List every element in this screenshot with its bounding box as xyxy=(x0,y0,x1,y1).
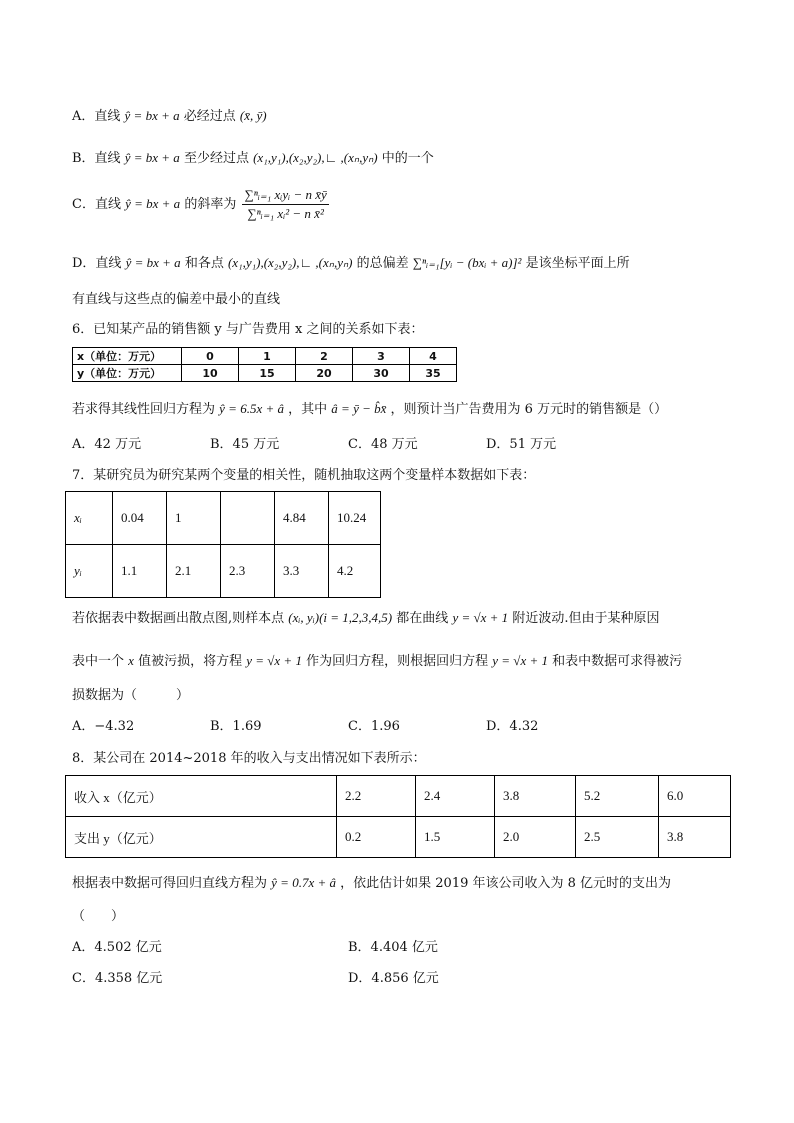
q6-text2: ，其中 xyxy=(288,402,328,417)
q8-paragraph xyxy=(72,873,671,894)
q6-y-0: 10 xyxy=(182,365,239,382)
q7-paragraph-line2 xyxy=(72,651,682,672)
q8-x-4: 6.0 xyxy=(659,776,731,817)
q5-option-b-expr: ŷ = bx + a xyxy=(124,150,180,165)
q5-option-c-fraction xyxy=(242,186,328,223)
q7-option-b: B．1.69 xyxy=(210,719,262,734)
q7-para1e: 附近波动.但由于某种原因 xyxy=(512,611,660,626)
q7-para2e: 作为回归方程，则根据回归方程 xyxy=(306,654,489,669)
q7-row-x-label: xᵢ xyxy=(66,492,113,545)
q6-paragraph xyxy=(72,399,667,420)
q5-option-a-expr: ŷ = bx + a xyxy=(124,108,180,123)
q5-option-b-mid: 至少经过点 xyxy=(183,151,249,166)
table-row xyxy=(66,817,731,858)
q7-para2g: 和表中数据可求得被污 xyxy=(552,654,683,669)
q7-para1b: (xᵢ, yᵢ)(i = 1,2,3,4,5) xyxy=(288,610,393,625)
q6-x-4: 4 xyxy=(410,348,457,365)
q5-option-b-label: B．直线 xyxy=(72,151,121,166)
q7-option-d: D．4.32 xyxy=(486,719,539,734)
q6-x-3: 3 xyxy=(353,348,410,365)
q8-y-3: 2.5 xyxy=(576,817,659,858)
q8-y-1: 1.5 xyxy=(416,817,495,858)
q7-paragraph-line1 xyxy=(72,608,659,629)
q6-x-1: 1 xyxy=(239,348,296,365)
q6-option-d: D．51 万元 xyxy=(486,437,557,452)
q7-y-2: 2.3 xyxy=(221,545,275,598)
q5-option-d xyxy=(72,253,630,274)
q8-row-x-label: 收入 x（亿元） xyxy=(66,776,337,817)
q6-eq2: â = ȳ − b̂x̄ xyxy=(331,401,387,416)
q8-option-c: C．4.358 亿元 xyxy=(72,971,163,986)
q5-option-c-numerator: ∑ⁿᵢ₌₁ xᵢyᵢ − n x̄ȳ xyxy=(242,186,328,205)
q5-option-a-point: (x̄, ȳ) xyxy=(239,108,267,123)
q7-x-4: 10.24 xyxy=(329,492,381,545)
q5-option-c-label: C．直线 xyxy=(72,197,121,212)
q7-y-3: 3.3 xyxy=(275,545,329,598)
q8-x-3: 5.2 xyxy=(576,776,659,817)
q8-x-2: 3.8 xyxy=(495,776,576,817)
q6-option-b: B．45 万元 xyxy=(210,437,280,452)
q6-y-3: 30 xyxy=(353,365,410,382)
q7-para2d: y = √x + 1 xyxy=(246,653,302,668)
q5-option-c-denominator: ∑ⁿᵢ₌₁ xᵢ² − n x̄² xyxy=(247,206,324,221)
q7-x-3: 4.84 xyxy=(275,492,329,545)
q8-y-0: 0.2 xyxy=(337,817,416,858)
q5-option-d-line2: 有直线与这些点的偏差中最小的直线 xyxy=(72,292,281,307)
q5-option-c-expr: ŷ = bx + a xyxy=(125,196,181,211)
q5-option-d-sum: ∑ⁿᵢ₌₁[yᵢ − (bxᵢ + a)]² xyxy=(412,255,522,270)
q5-option-b-points: (x₁,y₁),(x₂,y₂),∟ ,(xₙ,yₙ) xyxy=(253,150,378,165)
table-row xyxy=(73,365,457,382)
q8-option-b: B．4.404 亿元 xyxy=(348,940,438,955)
q5-option-d-mid2: 的总偏差 xyxy=(356,256,409,271)
q5-option-c xyxy=(72,186,331,223)
q7-x-0: 0.04 xyxy=(113,492,167,545)
q8-y-4: 3.8 xyxy=(659,817,731,858)
q8-paren: （ ） xyxy=(72,909,125,924)
table-row xyxy=(73,348,457,365)
q5-option-d-end: 是该坐标平面上所 xyxy=(525,256,630,271)
q6-row-y-label: y（单位：万元） xyxy=(73,365,182,382)
q7-table xyxy=(65,491,381,598)
q6-option-a: A．42 万元 xyxy=(72,437,142,452)
q7-option-c: C．1.96 xyxy=(348,719,400,734)
q7-x-1: 1 xyxy=(167,492,221,545)
q7-y-1: 2.1 xyxy=(167,545,221,598)
q5-option-a-mid: 必经过点 xyxy=(183,109,236,124)
q5-option-c-mid: 的斜率为 xyxy=(184,197,237,212)
q8-option-a: A．4.502 亿元 xyxy=(72,940,162,955)
table-row xyxy=(66,776,731,817)
q8-stem: 8．某公司在 2014~2018 年的收入与支出情况如下表所示： xyxy=(72,751,426,766)
q7-x-2 xyxy=(221,492,275,545)
q6-table xyxy=(72,347,457,382)
q7-y-0: 1.1 xyxy=(113,545,167,598)
q8-text1: 根据表中数据可得回归直线方程为 xyxy=(72,876,268,891)
q6-stem: 6．已知某产品的销售额 y 与广告费用 x 之间的关系如下表： xyxy=(72,322,424,337)
q8-y-2: 2.0 xyxy=(495,817,576,858)
q7-para1a: 若依据表中数据画出散点图,则样本点 xyxy=(72,611,285,626)
q6-y-1: 15 xyxy=(239,365,296,382)
q6-text3: ，则预计当广告费用为 6 万元时的销售额是（） xyxy=(390,402,668,417)
q6-x-0: 0 xyxy=(182,348,239,365)
q7-para1c: 都在曲线 xyxy=(396,611,449,626)
q5-option-b-end: 中的一个 xyxy=(381,151,434,166)
q7-para1d: y = √x + 1 xyxy=(452,610,509,625)
q8-table xyxy=(65,775,731,858)
q5-option-a xyxy=(72,106,267,127)
q6-text1: 若求得其线性回归方程为 xyxy=(72,402,216,417)
q6-y-4: 35 xyxy=(410,365,457,382)
q6-eq1: ŷ = 6.5x + â xyxy=(219,401,284,416)
q7-para2b: x xyxy=(128,653,134,668)
q7-para2f: y = √x + 1 xyxy=(492,653,548,668)
table-row xyxy=(66,492,381,545)
q7-para2a: 表中一个 xyxy=(72,654,125,669)
q8-text2: ，依此估计如果 2019 年该公司收入为 8 亿元时的支出为 xyxy=(340,876,672,891)
q5-option-d-expr: ŷ = bx + a xyxy=(125,255,181,270)
q7-row-y-label: yᵢ xyxy=(66,545,113,598)
table-row xyxy=(66,545,381,598)
q6-option-c: C．48 万元 xyxy=(348,437,418,452)
q6-row-x-label: x（单位：万元） xyxy=(73,348,182,365)
q8-x-0: 2.2 xyxy=(337,776,416,817)
q7-para2c: 值被污损，将方程 xyxy=(138,654,243,669)
q7-paragraph-line3: 损数据为（ ） xyxy=(72,688,190,703)
q7-stem: 7．某研究员为研究某两个变量的相关性，随机抽取这两个变量样本数据如下表： xyxy=(72,468,536,483)
q5-option-d-points: (x₁,y₁),(x₂,y₂),∟ ,(xₙ,yₙ) xyxy=(227,255,353,270)
q8-row-y-label: 支出 y（亿元） xyxy=(66,817,337,858)
q5-option-d-mid: 和各点 xyxy=(184,256,224,271)
q5-option-b xyxy=(72,148,434,169)
q7-y-4: 4.2 xyxy=(329,545,381,598)
q8-x-1: 2.4 xyxy=(416,776,495,817)
q7-option-a: A．−4.32 xyxy=(72,719,135,734)
q8-option-d: D．4.856 亿元 xyxy=(348,971,439,986)
q5-option-a-label: A．直线 xyxy=(72,109,121,124)
q6-x-2: 2 xyxy=(296,348,353,365)
q8-eq1: ŷ = 0.7x + â xyxy=(271,875,336,890)
q6-y-2: 20 xyxy=(296,365,353,382)
q5-option-d-label: D．直线 xyxy=(72,256,122,271)
